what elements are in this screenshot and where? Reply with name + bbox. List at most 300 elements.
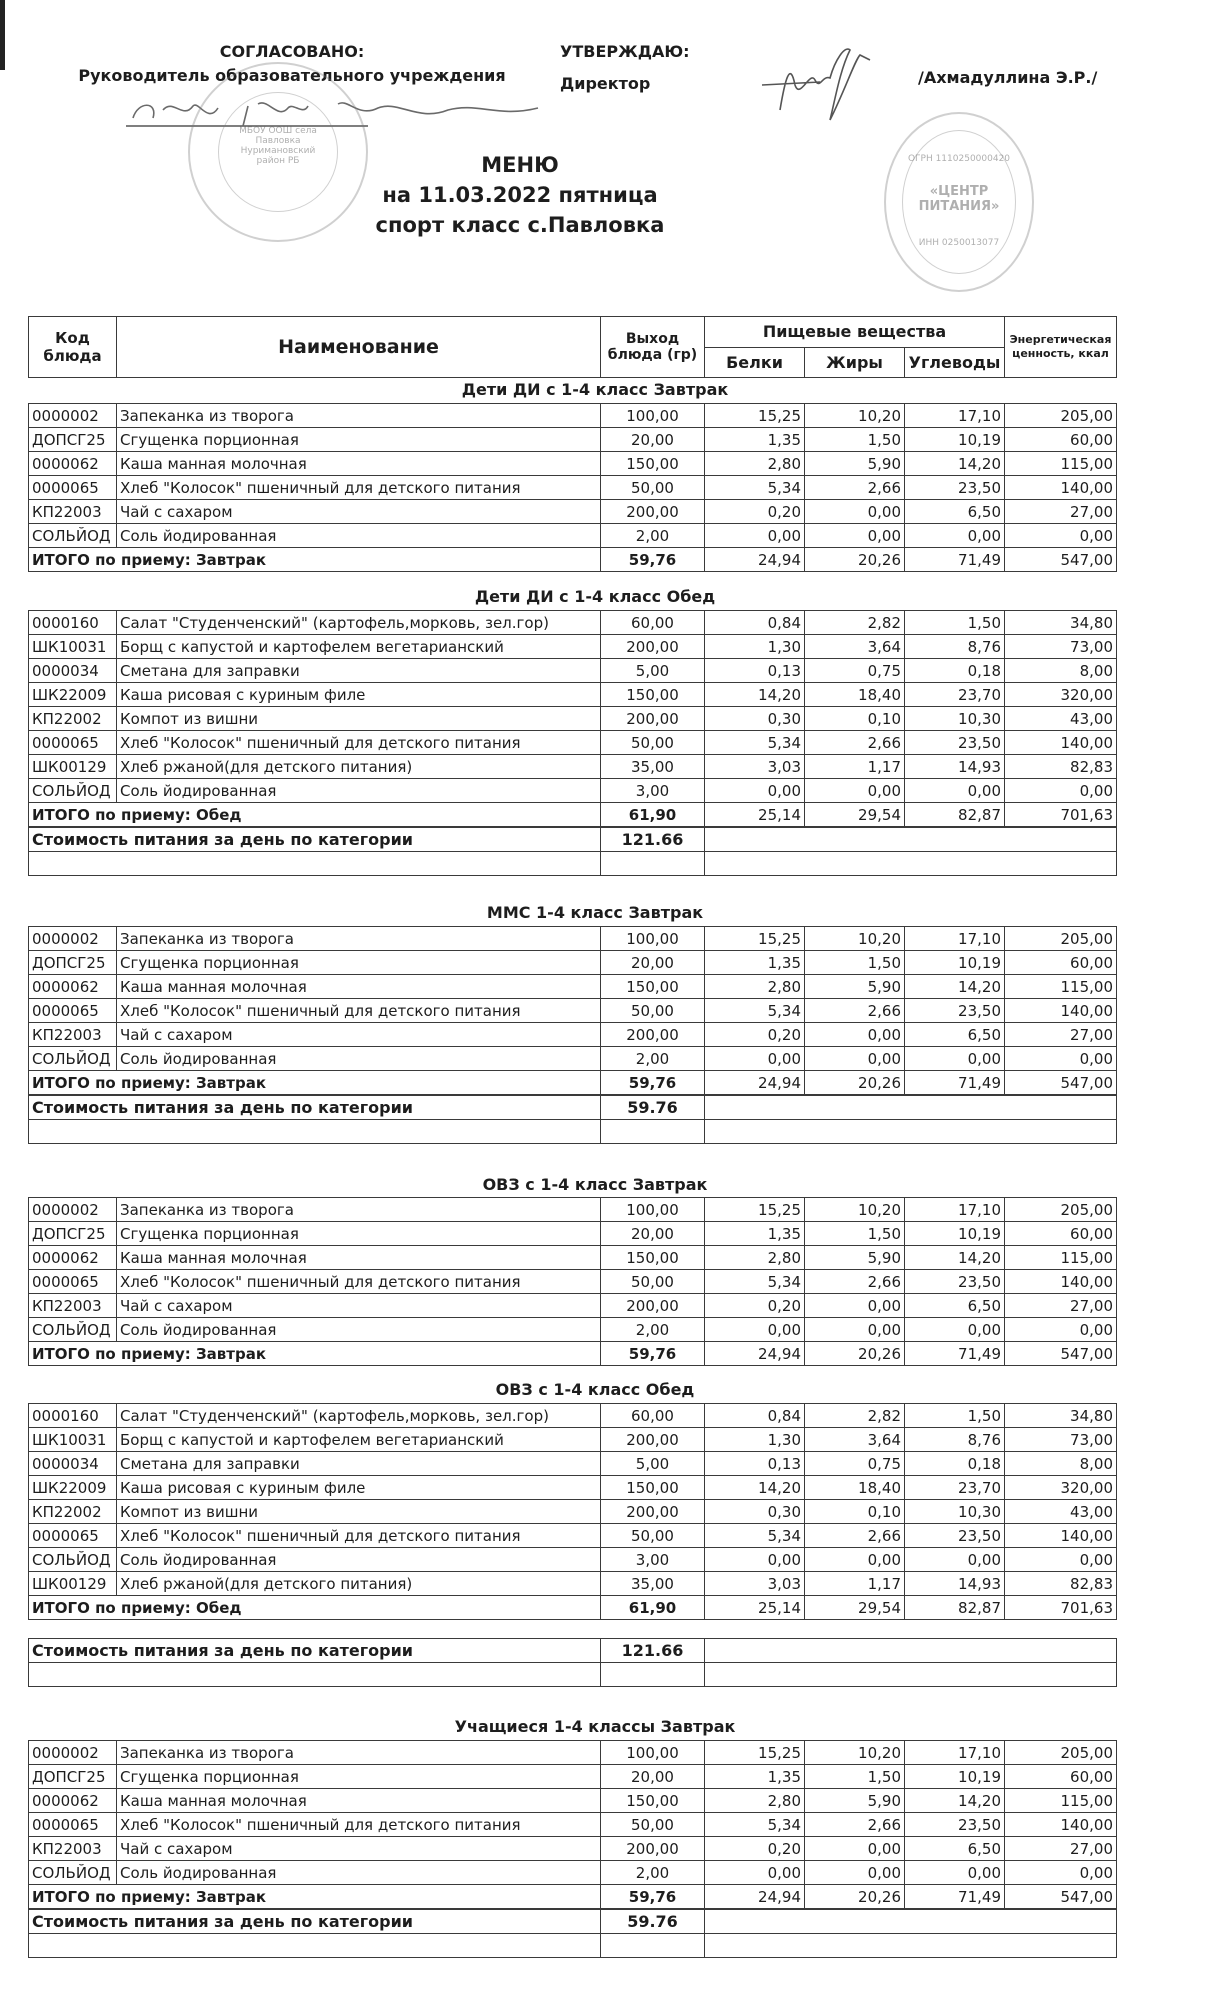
dish-carbs: 10,19: [905, 951, 1005, 975]
dish-name: Сгущенка порционная: [117, 428, 601, 452]
table-row: [29, 524, 1117, 548]
dish-output: 20,00: [601, 1765, 705, 1789]
dish-energy: 8,00: [1005, 1452, 1117, 1476]
dish-fat: 2,66: [805, 1813, 905, 1837]
table-row: [29, 1765, 1117, 1789]
total-value: 71,49: [905, 1885, 1005, 1909]
dish-carbs: 17,10: [905, 1198, 1005, 1222]
dish-output: 150,00: [601, 975, 705, 999]
dish-code: КП22003: [29, 500, 117, 524]
table-row: [29, 999, 1117, 1023]
total-value: 71,49: [905, 1071, 1005, 1095]
table-row: [29, 635, 1117, 659]
cost-empty: [705, 828, 1117, 852]
dish-carbs: 10,30: [905, 1500, 1005, 1524]
dish-code: 0000002: [29, 1198, 117, 1222]
dish-carbs: 6,50: [905, 1837, 1005, 1861]
dish-carbs: 14,20: [905, 975, 1005, 999]
blank-cell: [29, 1934, 601, 1958]
total-value: 547,00: [1005, 1071, 1117, 1095]
dish-fat: 0,00: [805, 779, 905, 803]
dish-carbs: 0,00: [905, 779, 1005, 803]
dish-carbs: 14,20: [905, 1246, 1005, 1270]
dish-name: Хлеб "Колосок" пшеничный для детского питания: [117, 999, 601, 1023]
dish-code: 0000065: [29, 476, 117, 500]
table-row: [29, 500, 1117, 524]
cost-table: [28, 1095, 1117, 1144]
dish-code: СОЛЬЙОД: [29, 779, 117, 803]
dish-fat: 2,82: [805, 1404, 905, 1428]
dish-fat: 1,17: [805, 755, 905, 779]
section-table: [28, 1740, 1117, 1909]
table-row: [29, 1428, 1117, 1452]
dish-name: Соль йодированная: [117, 779, 601, 803]
dish-protein: 0,00: [705, 1548, 805, 1572]
menu-title-date: на 11.03.2022 пятница: [382, 183, 658, 207]
section-title: ММС 1-4 класс Завтрак: [486, 903, 704, 922]
dish-fat: 0,00: [805, 524, 905, 548]
dish-protein: 1,35: [705, 428, 805, 452]
dish-code: 0000160: [29, 611, 117, 635]
dish-code: КП22002: [29, 707, 117, 731]
dish-carbs: 14,93: [905, 755, 1005, 779]
dish-energy: 205,00: [1005, 404, 1117, 428]
table-row: [29, 731, 1117, 755]
table-row: [29, 1476, 1117, 1500]
column-header-table: [28, 316, 1117, 378]
dish-protein: 5,34: [705, 1524, 805, 1548]
dish-energy: 0,00: [1005, 1318, 1117, 1342]
dish-protein: 2,80: [705, 1246, 805, 1270]
dish-fat: 5,90: [805, 1789, 905, 1813]
dish-carbs: 6,50: [905, 1294, 1005, 1318]
dish-fat: 1,50: [805, 1222, 905, 1246]
total-label: ИТОГО по приему: Завтрак: [29, 1071, 601, 1095]
dish-fat: 10,20: [805, 404, 905, 428]
dish-code: 0000062: [29, 975, 117, 999]
dish-output: 100,00: [601, 1741, 705, 1765]
cost-table: [28, 1909, 1117, 1958]
dish-energy: 27,00: [1005, 1023, 1117, 1047]
dish-energy: 140,00: [1005, 476, 1117, 500]
dish-name: Хлеб "Колосок" пшеничный для детского питания: [117, 476, 601, 500]
dish-name: Чай с сахаром: [117, 1837, 601, 1861]
dish-protein: 2,80: [705, 1789, 805, 1813]
dish-energy: 140,00: [1005, 999, 1117, 1023]
dish-energy: 43,00: [1005, 707, 1117, 731]
dish-fat: 3,64: [805, 635, 905, 659]
dish-protein: 0,20: [705, 500, 805, 524]
dish-energy: 115,00: [1005, 452, 1117, 476]
blank-cell: [705, 1120, 1117, 1144]
dish-output: 2,00: [601, 1861, 705, 1885]
dish-code: ШК10031: [29, 635, 117, 659]
dish-output: 200,00: [601, 1294, 705, 1318]
dish-name: Хлеб ржаной(для детского питания): [117, 755, 601, 779]
menu-title-line1: МЕНЮ: [481, 153, 559, 177]
dish-protein: 15,25: [705, 927, 805, 951]
total-value: 59,76: [601, 1071, 705, 1095]
dish-code: ДОПСГ25: [29, 951, 117, 975]
dish-fat: 1,17: [805, 1572, 905, 1596]
dish-fat: 0,10: [805, 1500, 905, 1524]
dish-energy: 60,00: [1005, 428, 1117, 452]
table-row: [29, 611, 1117, 635]
dish-energy: 0,00: [1005, 524, 1117, 548]
total-value: 24,94: [705, 1071, 805, 1095]
approved-role: Директор: [560, 74, 651, 93]
dish-code: 0000034: [29, 659, 117, 683]
blank-cell: [601, 852, 705, 876]
cost-label: Стоимость питания за день по категории: [29, 828, 601, 852]
dish-energy: 73,00: [1005, 635, 1117, 659]
dish-protein: 0,20: [705, 1294, 805, 1318]
dish-output: 50,00: [601, 1524, 705, 1548]
total-value: 20,26: [805, 1342, 905, 1366]
dish-protein: 1,35: [705, 1222, 805, 1246]
dish-carbs: 0,18: [905, 1452, 1005, 1476]
left-stamp: МБОУ ООШ села Павловка Нуримановский район РБ: [188, 62, 368, 242]
total-value: 20,26: [805, 1885, 905, 1909]
dish-protein: 5,34: [705, 1813, 805, 1837]
table-row: [29, 683, 1117, 707]
dish-carbs: 17,10: [905, 927, 1005, 951]
total-row: [29, 1342, 1117, 1366]
section-title: ОВЗ с 1-4 класс Завтрак: [482, 1175, 708, 1194]
table-row: [29, 927, 1117, 951]
section-title: Учащиеся 1-4 классы Завтрак: [454, 1717, 736, 1736]
dish-fat: 5,90: [805, 452, 905, 476]
dish-code: КП22003: [29, 1023, 117, 1047]
dish-carbs: 23,50: [905, 1270, 1005, 1294]
dish-energy: 82,83: [1005, 1572, 1117, 1596]
dish-name: Запеканка из творога: [117, 1198, 601, 1222]
total-value: 25,14: [705, 1596, 805, 1620]
dish-protein: 0,00: [705, 1318, 805, 1342]
dish-fat: 0,00: [805, 1047, 905, 1071]
dish-output: 50,00: [601, 1270, 705, 1294]
dish-output: 50,00: [601, 999, 705, 1023]
table-row: [29, 1789, 1117, 1813]
dish-protein: 5,34: [705, 999, 805, 1023]
total-value: 59,76: [601, 1885, 705, 1909]
dish-carbs: 14,20: [905, 1789, 1005, 1813]
table-row: [29, 951, 1117, 975]
cost-empty: [705, 1639, 1117, 1663]
dish-output: 20,00: [601, 428, 705, 452]
total-row: [29, 1885, 1117, 1909]
dish-protein: 1,35: [705, 951, 805, 975]
table-row: [29, 1318, 1117, 1342]
dish-energy: 140,00: [1005, 1270, 1117, 1294]
total-value: 71,49: [905, 548, 1005, 572]
dish-carbs: 1,50: [905, 611, 1005, 635]
dish-output: 35,00: [601, 755, 705, 779]
total-label: ИТОГО по приему: Обед: [29, 803, 601, 827]
dish-carbs: 8,76: [905, 1428, 1005, 1452]
dish-energy: 115,00: [1005, 975, 1117, 999]
dish-carbs: 10,19: [905, 428, 1005, 452]
dish-output: 150,00: [601, 452, 705, 476]
dish-protein: 5,34: [705, 731, 805, 755]
total-value: 547,00: [1005, 1885, 1117, 1909]
dish-fat: 0,00: [805, 1837, 905, 1861]
section-title: Дети ДИ с 1-4 класс Обед: [474, 587, 716, 606]
cost-table: [28, 1638, 1117, 1687]
dish-code: 0000065: [29, 1524, 117, 1548]
dish-name: Хлеб "Колосок" пшеничный для детского питания: [117, 1524, 601, 1548]
total-row: [29, 1596, 1117, 1620]
blank-row: [29, 852, 1117, 876]
dish-code: КП22002: [29, 1500, 117, 1524]
dish-carbs: 6,50: [905, 1023, 1005, 1047]
dish-code: 0000034: [29, 1452, 117, 1476]
dish-code: 0000160: [29, 1404, 117, 1428]
approved-title: УТВЕРЖДАЮ:: [560, 42, 690, 61]
dish-output: 100,00: [601, 1198, 705, 1222]
dish-fat: 0,00: [805, 1023, 905, 1047]
dish-protein: 0,00: [705, 779, 805, 803]
dish-code: СОЛЬЙОД: [29, 1047, 117, 1071]
dish-code: СОЛЬЙОД: [29, 1318, 117, 1342]
total-value: 59,76: [601, 1342, 705, 1366]
dish-energy: 0,00: [1005, 1861, 1117, 1885]
dish-name: Соль йодированная: [117, 1861, 601, 1885]
dish-carbs: 8,76: [905, 635, 1005, 659]
dish-protein: 0,84: [705, 1404, 805, 1428]
dish-output: 2,00: [601, 1318, 705, 1342]
dish-fat: 2,82: [805, 611, 905, 635]
col-protein: Белки: [705, 347, 805, 378]
dish-energy: 320,00: [1005, 1476, 1117, 1500]
total-label: ИТОГО по приему: Завтрак: [29, 1885, 601, 1909]
cost-label: Стоимость питания за день по категории: [29, 1096, 601, 1120]
dish-output: 50,00: [601, 1813, 705, 1837]
dish-protein: 0,20: [705, 1023, 805, 1047]
dish-energy: 140,00: [1005, 1813, 1117, 1837]
total-row: [29, 803, 1117, 827]
col-carbs: Углеводы: [905, 347, 1005, 378]
dish-name: Каша рисовая с куриным филе: [117, 683, 601, 707]
dish-code: 0000065: [29, 1270, 117, 1294]
dish-code: 0000002: [29, 404, 117, 428]
dish-energy: 43,00: [1005, 1500, 1117, 1524]
section-table: [28, 1197, 1117, 1366]
dish-carbs: 0,00: [905, 1861, 1005, 1885]
section-table: [28, 610, 1117, 827]
dish-code: 0000065: [29, 1813, 117, 1837]
dish-name: Хлеб "Колосок" пшеничный для детского питания: [117, 731, 601, 755]
dish-code: ШК10031: [29, 1428, 117, 1452]
total-value: 20,26: [805, 548, 905, 572]
dish-fat: 1,50: [805, 428, 905, 452]
table-row: [29, 1270, 1117, 1294]
dish-code: ШК22009: [29, 1476, 117, 1500]
dish-energy: 8,00: [1005, 659, 1117, 683]
section-table: [28, 926, 1117, 1095]
dish-carbs: 0,00: [905, 1548, 1005, 1572]
dish-energy: 34,80: [1005, 1404, 1117, 1428]
dish-output: 150,00: [601, 1789, 705, 1813]
dish-name: Каша манная молочная: [117, 452, 601, 476]
dish-energy: 27,00: [1005, 1837, 1117, 1861]
dish-carbs: 14,93: [905, 1572, 1005, 1596]
col-fat: Жиры: [805, 347, 905, 378]
dish-protein: 14,20: [705, 683, 805, 707]
dish-protein: 0,20: [705, 1837, 805, 1861]
dish-carbs: 0,00: [905, 524, 1005, 548]
dish-output: 200,00: [601, 1023, 705, 1047]
cost-empty: [705, 1096, 1117, 1120]
dish-name: Сметана для заправки: [117, 659, 601, 683]
col-nutrients: Пищевые вещества: [705, 317, 1005, 348]
dish-fat: 3,64: [805, 1428, 905, 1452]
dish-output: 150,00: [601, 1476, 705, 1500]
dish-name: Каша манная молочная: [117, 1789, 601, 1813]
section-table: [28, 1403, 1117, 1620]
cost-label: Стоимость питания за день по категории: [29, 1910, 601, 1934]
dish-carbs: 23,70: [905, 683, 1005, 707]
table-row: [29, 1198, 1117, 1222]
total-value: 59,76: [601, 548, 705, 572]
dish-carbs: 17,10: [905, 404, 1005, 428]
blank-cell: [601, 1120, 705, 1144]
dish-output: 50,00: [601, 731, 705, 755]
dish-protein: 3,03: [705, 1572, 805, 1596]
dish-protein: 0,30: [705, 707, 805, 731]
dish-name: Каша манная молочная: [117, 975, 601, 999]
cost-row: [29, 1639, 1117, 1663]
dish-protein: 2,80: [705, 452, 805, 476]
table-row: [29, 975, 1117, 999]
dish-energy: 0,00: [1005, 779, 1117, 803]
dish-protein: 15,25: [705, 404, 805, 428]
dish-name: Соль йодированная: [117, 1318, 601, 1342]
col-energy: Энергетическая ценность, ккал: [1005, 317, 1117, 378]
dish-carbs: 23,50: [905, 731, 1005, 755]
dish-output: 200,00: [601, 1837, 705, 1861]
table-row: [29, 1500, 1117, 1524]
dish-name: Хлеб ржаной(для детского питания): [117, 1572, 601, 1596]
dish-energy: 27,00: [1005, 500, 1117, 524]
dish-code: 0000002: [29, 927, 117, 951]
dish-carbs: 6,50: [905, 500, 1005, 524]
total-value: 25,14: [705, 803, 805, 827]
table-row: [29, 779, 1117, 803]
total-value: 24,94: [705, 548, 805, 572]
dish-protein: 5,34: [705, 1270, 805, 1294]
dish-protein: 0,13: [705, 659, 805, 683]
cost-row: [29, 1910, 1117, 1934]
dish-fat: 1,50: [805, 951, 905, 975]
cost-value: 121.66: [601, 828, 705, 852]
cost-table: [28, 827, 1117, 876]
dish-protein: 14,20: [705, 1476, 805, 1500]
total-label: ИТОГО по приему: Обед: [29, 1596, 601, 1620]
total-value: 71,49: [905, 1342, 1005, 1366]
dish-name: Соль йодированная: [117, 1047, 601, 1071]
total-row: [29, 548, 1117, 572]
section-table: [28, 403, 1117, 572]
dish-code: 0000062: [29, 452, 117, 476]
dish-energy: 140,00: [1005, 731, 1117, 755]
dish-carbs: 0,00: [905, 1047, 1005, 1071]
dish-code: ШК00129: [29, 755, 117, 779]
dish-name: Запеканка из творога: [117, 1741, 601, 1765]
dish-output: 200,00: [601, 635, 705, 659]
dish-name: Сметана для заправки: [117, 1452, 601, 1476]
cost-row: [29, 1096, 1117, 1120]
dish-protein: 0,84: [705, 611, 805, 635]
dish-output: 200,00: [601, 1428, 705, 1452]
dish-name: Чай с сахаром: [117, 1294, 601, 1318]
dish-protein: 1,30: [705, 635, 805, 659]
table-row: [29, 404, 1117, 428]
dish-fat: 5,90: [805, 975, 905, 999]
dish-protein: 1,30: [705, 1428, 805, 1452]
cost-value: 121.66: [601, 1639, 705, 1663]
table-row: [29, 1548, 1117, 1572]
dish-carbs: 23,50: [905, 476, 1005, 500]
dish-protein: 15,25: [705, 1198, 805, 1222]
total-value: 547,00: [1005, 1342, 1117, 1366]
table-row: [29, 428, 1117, 452]
dish-fat: 0,00: [805, 1861, 905, 1885]
blank-row: [29, 1120, 1117, 1144]
total-value: 29,54: [805, 803, 905, 827]
total-value: 701,63: [1005, 1596, 1117, 1620]
dish-output: 3,00: [601, 779, 705, 803]
dish-code: ШК00129: [29, 1572, 117, 1596]
dish-code: СОЛЬЙОД: [29, 524, 117, 548]
dish-code: СОЛЬЙОД: [29, 1861, 117, 1885]
dish-energy: 60,00: [1005, 1765, 1117, 1789]
blank-cell: [29, 1120, 601, 1144]
dish-code: ДОПСГ25: [29, 428, 117, 452]
dish-energy: 205,00: [1005, 1198, 1117, 1222]
dish-carbs: 10,30: [905, 707, 1005, 731]
dish-output: 20,00: [601, 951, 705, 975]
table-row: [29, 1404, 1117, 1428]
dish-output: 100,00: [601, 927, 705, 951]
dish-name: Чай с сахаром: [117, 1023, 601, 1047]
dish-fat: 0,10: [805, 707, 905, 731]
dish-output: 150,00: [601, 1246, 705, 1270]
dish-energy: 27,00: [1005, 1294, 1117, 1318]
dish-energy: 82,83: [1005, 755, 1117, 779]
dish-carbs: 23,50: [905, 999, 1005, 1023]
table-row: [29, 659, 1117, 683]
section-title: Дети ДИ с 1-4 класс Завтрак: [461, 380, 729, 399]
dish-energy: 34,80: [1005, 611, 1117, 635]
dish-fat: 2,66: [805, 999, 905, 1023]
dish-energy: 320,00: [1005, 683, 1117, 707]
dish-energy: 60,00: [1005, 951, 1117, 975]
dish-code: ДОПСГ25: [29, 1222, 117, 1246]
total-value: 82,87: [905, 1596, 1005, 1620]
table-row: [29, 1294, 1117, 1318]
dish-protein: 15,25: [705, 1741, 805, 1765]
blank-cell: [601, 1663, 705, 1687]
dish-fat: 2,66: [805, 1524, 905, 1548]
dish-name: Чай с сахаром: [117, 500, 601, 524]
total-value: 61,90: [601, 1596, 705, 1620]
total-value: 701,63: [1005, 803, 1117, 827]
agreed-title: СОГЛАСОВАНО:: [219, 42, 365, 61]
dish-fat: 10,20: [805, 927, 905, 951]
table-row: [29, 1524, 1117, 1548]
table-row: [29, 1741, 1117, 1765]
